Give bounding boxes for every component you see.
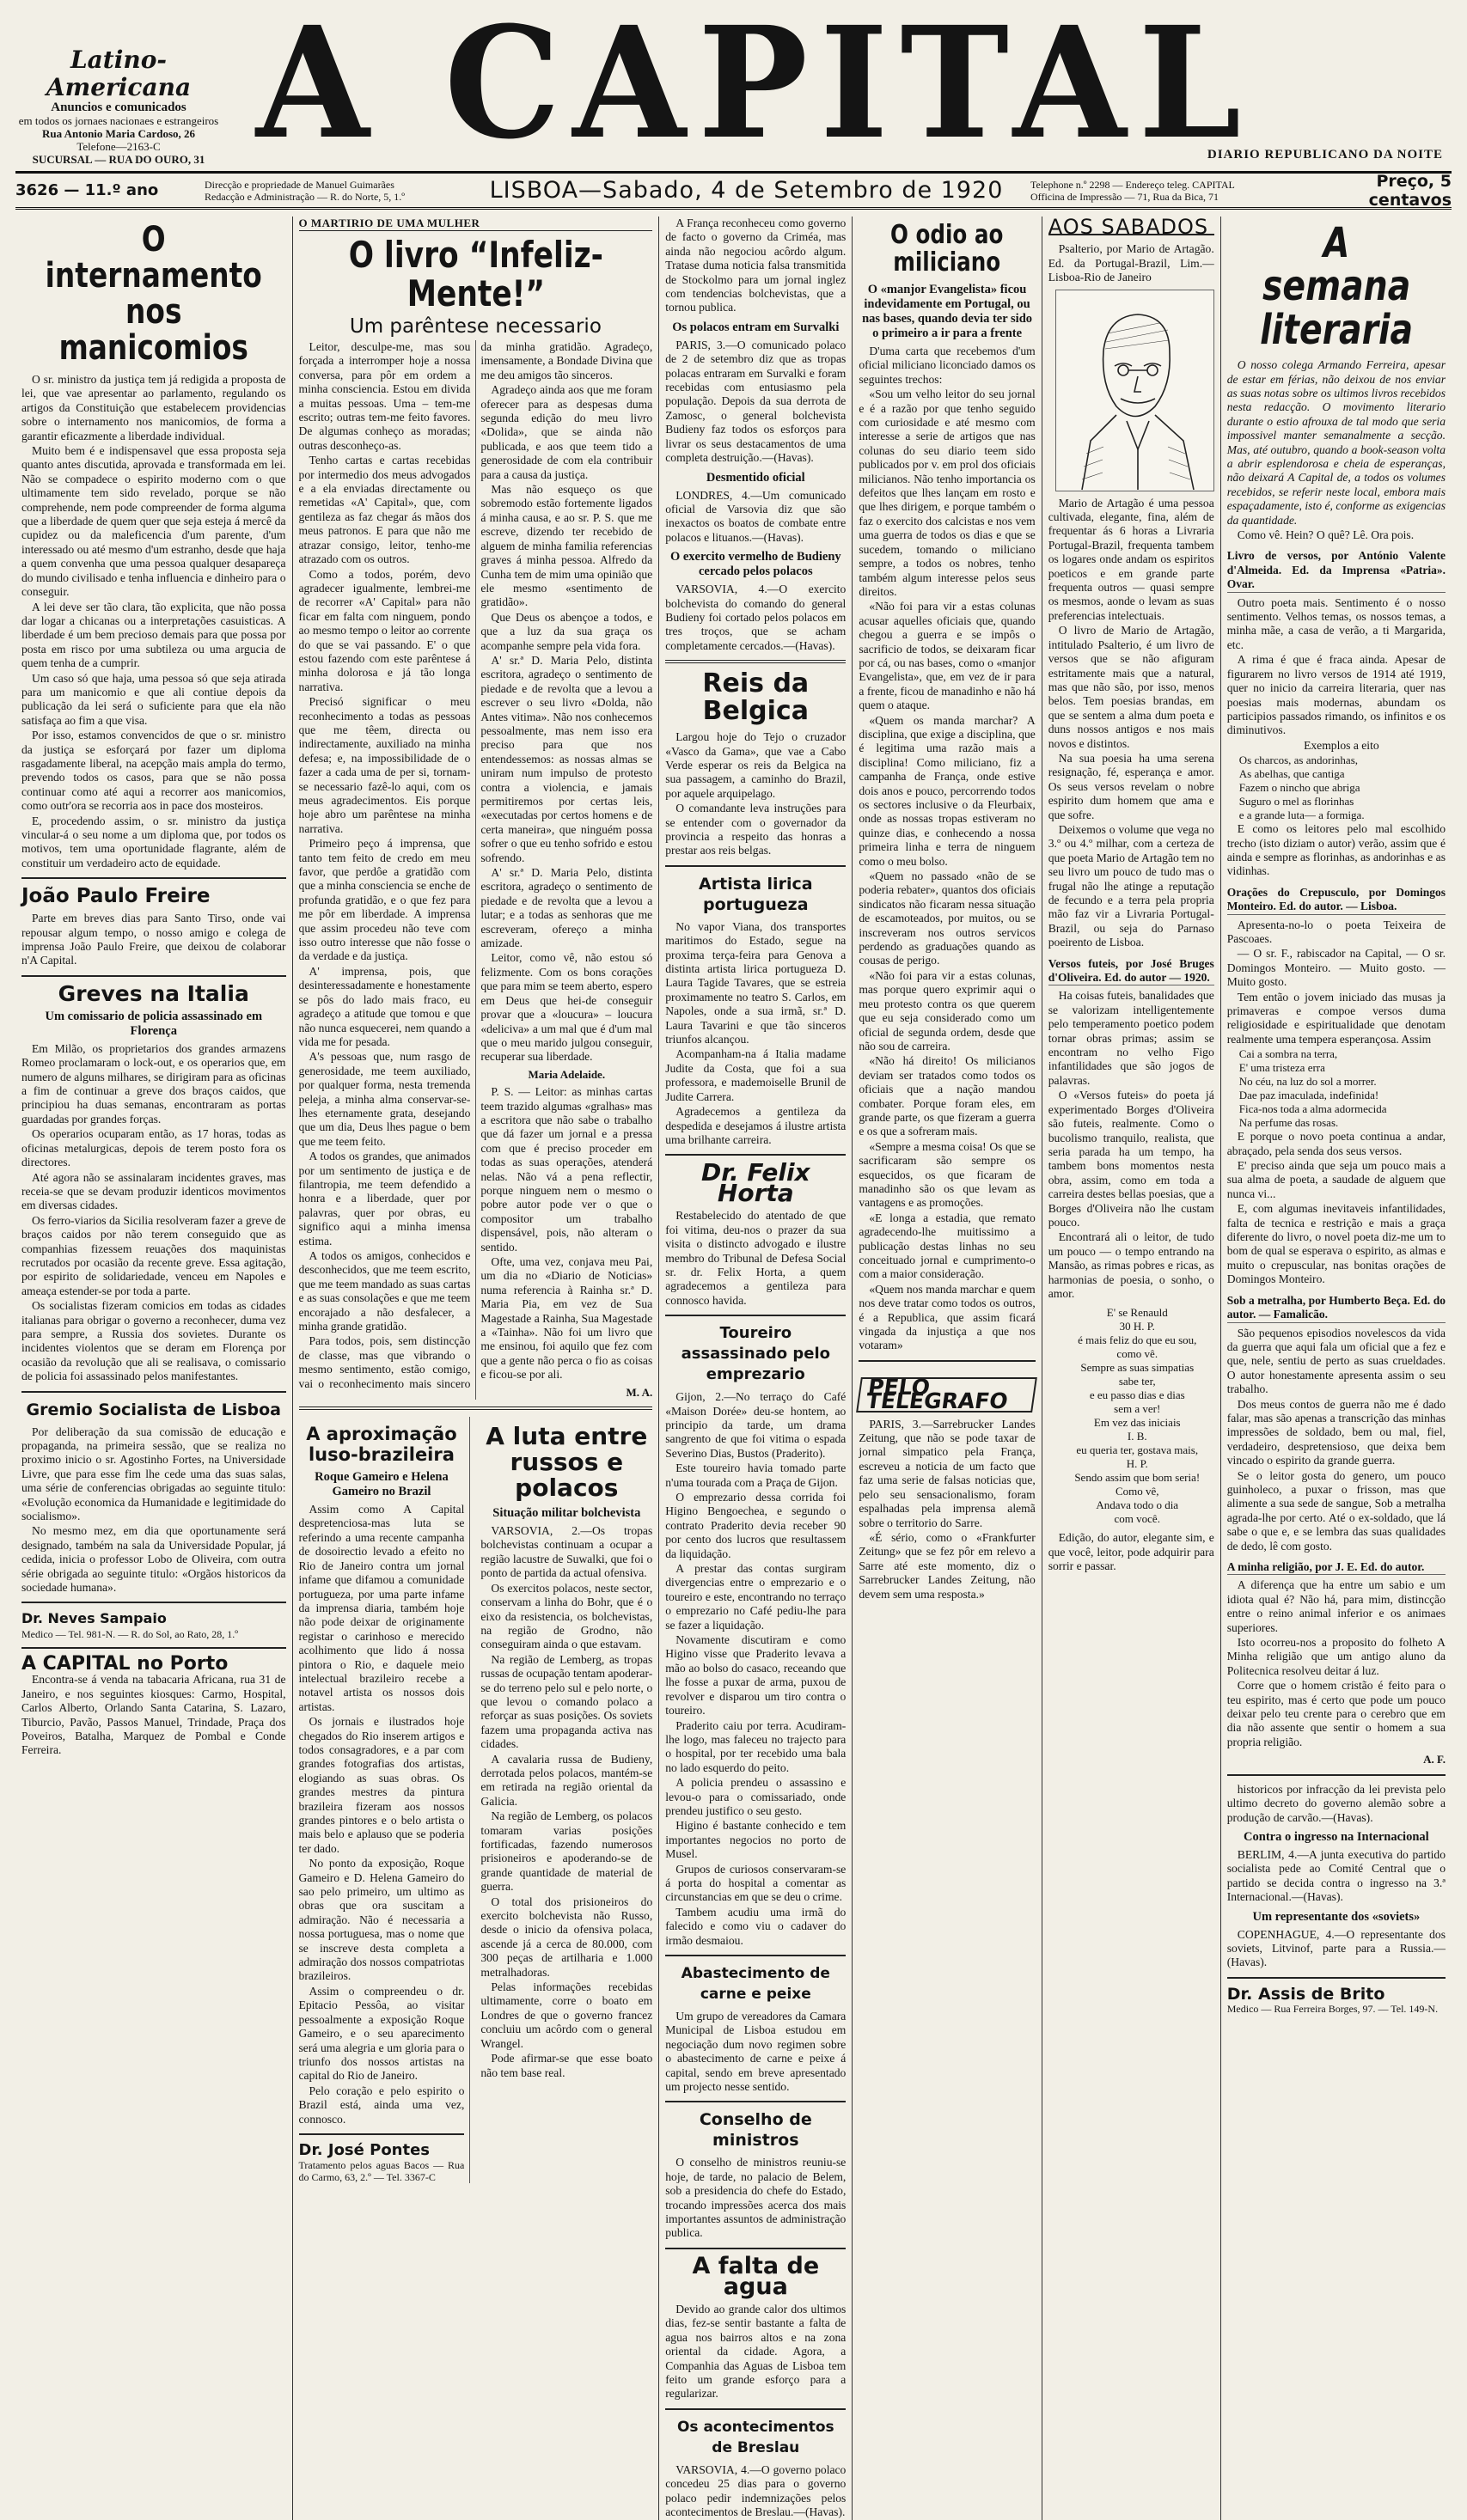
direction-line: Direcção e propriedade de Manuel Guimarães: [205, 178, 394, 191]
paragraph: A cavalaria russa de Budieny, derrotada pelos polacos, mantém-se em retirada na região oriental da Galicia.: [480, 1752, 653, 1808]
subheadline-budieny: O exercito vermelho de Budieny cercado pelos polacos: [669, 550, 841, 579]
aos-sabados-heading: AOS SABADOS: [1048, 220, 1214, 235]
paragraph: Primeiro peço á imprensa, que tanto tem feito de credo em meu favor, que perdôe a gratidão com que a minha consciencia se enche de profunda gratidão, e o que fez para me pôr em liberdade. A imprensa que assim procedeu não teve com isso outro interesse que não fosse o da verdade e da justiça.: [298, 837, 471, 963]
paragraph: «Sou um velho leitor do seu jornal e é a razão por que tenho seguido com curiosidade e até mesmo com interesse a serie de artigos que nas colunas do seu diario teem sido publicados por v. em prol dos oficiais milicianos. Não tenho importancia os defeitos que lhes lançam em rosto e que lhes dirigem, e porque também o faz o exercito dos calcistas e nos vem uma guerra de todos os dias e que se sucedem, tomando o miliciano sempre, a todos os nobres, tenho também algum interesse pelos seus direitos.: [859, 387, 1036, 598]
divider: [665, 1154, 846, 1156]
latino-sub2: em todos os jornaes nacionaes e estrangeiros: [18, 114, 219, 127]
subheadline-roque-gameiro: Roque Gameiro e Helena Gameiro no Brazil: [315, 1470, 449, 1499]
ad-capital-porto: A CAPITAL no Porto: [21, 1652, 229, 1675]
subheadline-situacao-militar: Situação militar bolchevista: [492, 1506, 641, 1521]
paragraph: E' preciso ainda que seja um pouco mais a sua alma de poeta, a saudade de alguem que nunca vi...: [1226, 1159, 1446, 1200]
paragraph: O emprezario dessa corrida foi Higino Bengoechea, e segundo o contrato Praderito devia receber 90 por cento dos lucros que resultassem da liquidação.: [665, 1491, 847, 1560]
paragraph: VARSOVIA, 2.—Os tropas bolchevistas continuam a ocupar a região lacustre de Suwalki, que foi o ponto de partida da actual ofensiva.: [480, 1524, 653, 1580]
poem-renauld: E' se Renauld 30 H. P. é mais feliz do que eu sou, como vê. Sempre as suas simpatias sabe ter, e eu passo dias e dias sem a ver! Em vez das iniciais I. B. eu queria ter, gostava mais, H. P. Sendo assim que bom seria! Como vê, Andava todo o dia com você.: [1074, 1306, 1201, 1526]
subheadline-desmentido: Desmentido oficial: [706, 470, 805, 485]
paragraph: Que Deus os abençoe a todos, e que a luz da sua graça os acompanhe sempre pela vida fora.: [480, 610, 653, 652]
paragraph: Largou hoje do Tejo o cruzador «Vasco da Gama», que vae a Cabo Verde esperar os reis da Belgica na sua passagem, a caminho do Brazil, por aquele arquipelago.: [665, 730, 847, 800]
headline-artista-lirica: Artista lirica portugueza: [699, 874, 813, 914]
paragraph: COPENHAGUE, 4.—O representante dos soviets, Litvinof, parte para a Russia.—(Havas).: [1226, 1927, 1446, 1969]
paragraph: Muito bem é e indispensavel que essa proposta seja quanto antes discutida, aprovada e transformada em lei. Não se compadece o espirito moderno com o que ultimamente tem sido revelado, porque se não comprehende, nem pode compreender de forma alguma que a liberdade de quem quer que seja esteja á mercê da cupidez ou da maleficencia d'um parente, d'um interessado ou até mesmo d'um estranho, desde que haja a quem convenha que uma pessoa qualquer desapareça do mundo civilisado e tenha influencia e dinheiro para o conseguir.: [21, 444, 286, 599]
paragraph: Pode afirmar-se que esse boato não tem base real.: [480, 2052, 653, 2079]
paragraph: Na sua poesia ha uma serena resignação, fé, esperança e amor. Os seus versos revelam o nobre espirito dum homem que ama e que sofre.: [1048, 751, 1214, 821]
paragraph: «Sempre a mesma coisa! Os que se sacrificaram são sempre os esquecidos, os que ficaram de manadinho são os que levam as vantagens e as promoções.: [859, 1139, 1036, 1210]
signature-maria-adelaide: Maria Adelaide.: [528, 1067, 606, 1081]
portrait-illustration: [1055, 290, 1214, 491]
paragraph: No mesmo mez, em dia que oportunamente será designado, também na sala da Universidade Popular, já cedida, inicia o professor Lobo de Oliveira, com outra série obrigada ao seguinte titulo: «Orgãos historicos da sociedade humana».: [21, 1524, 286, 1595]
divider: [21, 1602, 286, 1603]
subheadline-survalki: Os polacos entram em Survalki: [672, 320, 840, 334]
paragraph: VARSOVIA, 4.—O exercito bolchevista do comando do general Budieny foi cortado pelos polacos em tres troços, que se acham completamente cercados.—(Havas).: [665, 583, 847, 652]
book-title-minha-religiao: A minha religião, por J. E. Ed. do autor.: [1227, 1560, 1446, 1575]
paragraph: O «Versos futeis» do poeta já experimentado Borges d'Oliveira são futeis, realmente. Como o bucolismo tranquilo, realista, que seria parada ha um tempo, ha tambem bons momentos nesta obra, assim, como em toda a carreira destes bellas poesias, que a Borges d'Oliveira não lhe custam pouco.: [1048, 1089, 1214, 1229]
subheadline-comissario: Um comissario de policia assassinado em Florença: [45, 1009, 263, 1038]
paragraph: Isto ocorreu-nos a proposito do folheto A Minha religião que um antigo aluno da Politecnica resolveu deitar á luz.: [1226, 1636, 1446, 1677]
headline-reis-belgica: Reis da Belgica: [702, 668, 810, 727]
paragraph: Praderito caiu por terra. Acudiram-lhe logo, mas faleceu no trajecto para o hospital, por ter recebido uma bala no lado esquerdo do peito.: [665, 1718, 847, 1774]
paragraph: E porque o novo poeta continua a andar, abraçado, pela senda dos seus versos.: [1226, 1130, 1446, 1157]
paragraph: O comandante leva instruções para se entender com o governador da provincia a respeito das honras a prestar aos reis belgas.: [665, 802, 847, 857]
book-title-sob-metralha: Sob a metralha, por Humberto Beça. Ed. do autor. — Famalicão.: [1227, 1294, 1446, 1323]
paragraph: Na região de Lemberg, as tropas russas de ocupação tentam apoderar-se do terreno pelo sul e pelo norte, o que levou o comando polaco a reforçar as suas posições. Os soviets fazem uma propaganda activa nas cidades.: [480, 1652, 653, 1751]
redaction-line: Redacção e Administração — R. do Norte, 5, 1.º: [205, 190, 405, 203]
headline-joao-paulo-freire: João Paulo Freire: [21, 885, 211, 908]
ad-jose-pontes-details: Tratamento pelos aguas Bacos — Rua do Carmo, 63, 2.º — Tel. 3367-C: [298, 2159, 465, 2184]
divider: [1227, 1977, 1446, 1979]
newspaper-tagline: DIARIO REPUBLICANO DA NOITE: [1207, 148, 1443, 162]
paragraph: A's pessoas que, num rasgo de generosidade, me teem auxiliado, por qualquer forma, nesta tremenda peleja, a minha alma conservar-se-lhes eternamente grata, desejando que um dia, Deus lhes pague o bem que me teem feito.: [298, 1050, 471, 1148]
paragraph: Edição, do autor, elegante sim, e que você, leitor, pode adquirir para sorrir e passar.: [1048, 1531, 1214, 1573]
paragraph: A' sr.ª D. Maria Pelo, distinta escritora, agradeço o sentimento de piedade e de revolta que a levou a lutar; e a todas as senhoras que me escreveram, ofereço a minha amizade.: [480, 866, 653, 950]
paragraph: Os exercitos polacos, neste sector, conservam a linha do Bohr, que é o eixo da resistencia, os bolchevistas, na região de Grodno, não conseguiram ainda o que estavam.: [480, 1581, 653, 1651]
latino-title: Latino-Americana: [46, 46, 192, 101]
headline-livro-infeliz-mente: O livro “Infeliz-Mente!”: [348, 234, 603, 314]
signature-af: A. F.: [1423, 1753, 1446, 1766]
divider: [665, 2248, 846, 2249]
ad-assis-brito-details: Medico — Rua Ferreira Borges, 97. — Tel. 149-N.: [1226, 2003, 1439, 2016]
poem-sombra: Cai a sombra na terra, E' uma tristeza erra No céu, na luz do sol a morrer. Dae paz imaculada, indefinida! Fica-nos toda a alma adormecida Na perfume das rosas.: [1238, 1047, 1387, 1130]
divider: [1227, 1774, 1446, 1776]
paragraph: Os jornais e ilustrados hoje chegados do Rio inserem artigos e todos consagradores, e a par com grandes fotografias dos artistas, elogiando as suas obras. Os grandes mestres da pintura brazileira fizeram aos nossos grandes pintores e o belo artista o mais belo e aplauso que se poderia ter dado.: [298, 1715, 465, 1855]
paragraph: Leitor, desculpe-me, mas sou forçada a interromper hoje a nossa conversa, para pôr em ordem a minha consciencia. Estou em divida a muitas pessoas. Uma – tem-me escrito; outras tem-me feito favores. De algumas conheço as moradas; outras desconheço-as.: [298, 340, 471, 452]
paragraph: Em Milão, os proprietarios dos grandes armazens Romeo proclamaram o lock-out, e os operarios que, em numero de alguns milhares, se dirigiram para as oficinas a fim de continuar a greve dos braços caidos, que principiou ha duas semanas, encontraram as portas guardadas por grandes forças.: [21, 1041, 286, 1126]
paragraph: Higino é bastante conhecido e tem importantes negocios no porto de Musel.: [665, 1819, 847, 1861]
paragraph: Mas não esqueço os que sobremodo estão fortemente ligados á minha causa, e ao sr. P. S. que me escreve, dizendo ter recebido de alguem de minha familia referencias graves á minha pessoa. Alfredo da Cunha tem de mim uma opinião que ele mesmo «sentimento de gratidão».: [480, 483, 653, 609]
paragraph: A todos os amigos, conhecidos e desconhecidos, que me teem escrito, que me teem mandado as suas cartas e as suas consolações e que me teem encorajado a não desfalecer, a minha grande gratidão.: [298, 1249, 471, 1333]
paragraph: Agradeço ainda aos que me foram oferecer para as despesas duma segunda edição do meu livro «Dolida», que se ainda não publicada, e aos que teem tido a generosidade de com ela contribuir para a causa da justiça.: [480, 383, 653, 481]
paragraph: O total dos prisioneiros do exercito bolchevista não Russo, desde o inicio da ofensiva polaca, ascende já a cerca de 80.000, com 300 peças de artilharia e 1.000 metralhadoras.: [480, 1895, 653, 1979]
office-line: Officina de Impressão — 71, Rua da Bica, 71: [1030, 190, 1219, 203]
latino-address: Rua Antonio Maria Cardoso, 26: [41, 127, 196, 140]
paragraph: E, com algumas inevitaveis infantilidades, falta de tecnica e restrição e mais a graça diferente do livro, o novel poeta diz-me um to bom de qual se esperava o espirito, as almas e muito o crepuscular, nas bonitas orações de Domingos Monteiro.: [1226, 1202, 1446, 1286]
latino-sucursal: SUCURSAL — RUA DO OURO, 31: [32, 153, 205, 166]
telephone-line: Telephone n.º 2298 — Endereço teleg. CAPITAL: [1030, 178, 1235, 191]
paragraph: Encontrará ali o leitor, de tudo um pouco — o tempo entrando na Mansão, as rimas pobres e ricas, as harmonias de poesia, o sonho, o amor.: [1048, 1230, 1214, 1300]
headline-semana-literaria: A semana literaria: [1259, 219, 1413, 354]
telephone-info: [1030, 179, 1314, 203]
paragraph: Tem então o jovem iniciado das musas ja primaveras e compoe versos duma religiosidade e espiritualidade que denotam realmente uma tempera esperançosa. Assim: [1226, 990, 1446, 1046]
paragraph: Gijon, 2.—No terraço do Café «Maison Dorée» deu-se hontem, ao principio da tarde, um drama sangrento de que foi vitima o espada Severino Dias, Bustos (Praderito).: [665, 1390, 847, 1460]
paragraph: Apresenta-no-lo o poeta Teixeira de Pascoaes.: [1226, 918, 1446, 945]
paragraph: Leitor, como vê, não estou só felizmente. Com os bons corações que para mim se teem aberto, espero em Deus que hei-de conseguir provar que a «loucura» – loucura «deliciva» a um mal que é d'um mal que o meu marido julgou conseguir, recuperar sua liberdade.: [480, 951, 653, 1064]
poem-charcos: Os charcos, as andorinhas, As abelhas, que cantiga Fazem o nincho que abriga Suguro o mel as florinhas e a grande luta— a formiga.: [1238, 754, 1365, 822]
paragraph: A prestar das contas surgiram divergencias entre o emprezario e o toureiro e este, encontrando no terraço o emprezario no Café pediu-lhe para se fazer a liquidação.: [665, 1562, 847, 1632]
book-title-oracoes: Orações do Crepusculo, por Domingos Monteiro. Ed. do autor. — Lisboa.: [1227, 886, 1446, 915]
paragraph: «Quem os manda marchar? A disciplina, que exige a disciplina, que é legitima uma razão mais a disciplina! Como miliciano, fiz a campanha de França, onde estive dois anos e pouco, percorrendo todos os sectores inclusive o da Fleurbaix, onde as nossas tropas estiveram no quinze dias, e conhecendo a nossa primeira linha e terra de ninguem como o meu bolso.: [859, 713, 1036, 868]
paragraph: Assim o compreendeu o dr. Epitacio Pessôa, ao visitar pessoalmente a exposição Roque Gameiro, e o seu aparecimento será uma alegria e um gloria para o triunfo dos nossos artistas na capital do Rio de Janeiro.: [298, 1984, 465, 2083]
headline-aproximacao: A aproximação luso-brazileira: [306, 1424, 457, 1466]
paragraph: Ha coisas futeis, banalidades que se valorizam intelligentemente pelo temperamento poetico podem tornar obras primas; assim se encontram no velho Figo infantilidades que são jogos de palavras.: [1048, 989, 1214, 1087]
paragraph: Os operarios ocuparam então, as 17 horas, todas as oficinas metalurgicas, depois de terem posto fora os directores.: [21, 1127, 286, 1169]
columns: [15, 215, 1452, 2518]
divider: [21, 1647, 286, 1649]
subheadline-soviets: Um representante dos «soviets»: [1252, 1909, 1421, 1924]
divider: [21, 1391, 286, 1393]
paragraph: Como vê. Hein? O quê? Lê. Ora pois.: [1237, 528, 1415, 542]
paragraph: Para todos, pois, sem distincção de classe, mas que vibrando o mesmo sentimento, estão comigo, vai o reconhecimento mais sincero da minha gratidão. Agradeço, imensamente, a Bondade Divina que me deu amigos tão sinceros.: [298, 340, 653, 1390]
paragraph: «Não há direito! Os milicianos deviam ser tratados como todos os oficiais que a nação mandou combater. Porque foram eles, em grande parte, os que fizeram a guerra e os que a sofreram mais.: [859, 1054, 1036, 1138]
paragraph: A rima é que é fraca ainda. Apesar de figurarem no livro versos de 1914 até 1919, quer no inicio da carreira literaria, quer nas poesias mais modernas, abundam os participios passados rimando, os infinitos e os diminutivos.: [1226, 653, 1446, 737]
divider: [665, 1315, 846, 1316]
divider: [859, 1360, 1035, 1362]
paragraph: O conselho de ministros reuniu-se hoje, de tarde, no palacio de Belem, sob a presidencia do chefe do Estado, trocando impressões acerca dos mais importantes assuntos de administração publica.: [665, 2156, 847, 2240]
paragraph: D'uma carta que recebemos d'um oficial miliciano liconciado damos os seguintes trechos:: [859, 345, 1036, 386]
paragraph: A lei deve ser tão clara, tão explicita, que não possa dar logar a chicanas ou a interpretações casuisticas. A liberdade é um bem precioso demais para que possa por posta em risco por uma subtileza ou uma argucia de quem tenha de a cumprir.: [21, 600, 286, 670]
paragraph: Psalterio, por Mario de Artagão. Ed. da Portugal-Brazil, Lim.—Lisboa-Rio de Janeiro: [1048, 242, 1214, 284]
paragraph: Agradecemos a gentileza da despedida e desejamos á ilustre artista uma brilhante carreira.: [665, 1105, 847, 1146]
subheadline-manjor-evangelista: O «manjor Evangelista» ficou indevidamente em Portugal, ou nas bases, quando devia ter sido o primeiro a ir para a frente: [862, 283, 1033, 340]
paragraph: Parte em breves dias para Santo Tirso, onde vai repousar algum tempo, o nosso amigo e colega de imprensa João Paulo Freire, que deixou de colaborar n'A Capital.: [21, 912, 286, 967]
subheadline-internacional: Contra o ingresso na Internacional: [1244, 1829, 1429, 1844]
column-3: [659, 217, 853, 2520]
column-4: [853, 217, 1042, 2520]
signature-ma: M. A.: [626, 1385, 653, 1399]
paragraph: No ponto da exposição, Roque Gameiro e D. Helena Gameiro do sao pelo primeiro, um ultimo as obras que ora suscitam a admiração. Não é necessaria a nossa portuguesa, mas o nome que se inscreve desta completa a admiração dos nossos compatriotas brazileiros.: [298, 1857, 465, 1983]
ad-neves-sampaio-details: Medico — Tel. 981-N. — R. do Sol, ao Rato, 28, 1.º: [21, 1627, 238, 1640]
paragraph: PARIS, 3.—O comunicado polaco de 2 de setembro diz que as tropas polacas entraram em Survalki e foram recebidas com entusiasmo pela população. Depois da sua derrota de Zamosc, o general bolchevista Budieny faz todos os esforços para livrar os seus destacamentos de uma completa destruição.—(Havas).: [665, 338, 847, 465]
paragraph: No vapor Viana, dos transportes maritimos do Estado, segue na proxima terça-feira para Genova a distinta artista lirica portugueza D. Laura Tagide Tavares, que se estreia proximamente no teatro S. Carlos, em Napoles, onde a sua irmã, sr.ª D. Laura Tavarini e que tão sinceros triunfos alcançou.: [665, 919, 847, 1046]
paragraph: P. S. — Leitor: as minhas cartas teem trazido algumas «gralhas» mas a escritora que não sabe o trabalho que dá fazer um jornal e a pressa com que é preciso proceder em todas as suas operações, atenderá nelas. Não vá a pena reflectir, porque ninguem nem o mesmo o pobre autor pode ver o que o compositor um trabalho dispensável, pois, não alteram o sentido.: [480, 1085, 653, 1254]
subheadline-parentese: Um parêntese necessario: [349, 314, 602, 338]
headline-gremio-socialista: Gremio Socialista de Lisboa: [26, 1400, 282, 1419]
headline-conselho-ministros: Conselho de ministros: [699, 2110, 812, 2151]
paragraph: Como a todos, porém, devo agradecer igualmente, lembrei-me de recorrer «A' Capital» para não ficar em falta com ninguem, pondo ao mesmo tempo o leitor ao corrente do que se vai passando. E' o que estou fazendo com este parêntese á minha dolorosa e já tão longa narrativa.: [298, 567, 471, 693]
column-5: [1042, 217, 1221, 2520]
paragraph: historicos por infracção da lei prevista pelo ultimo decreto do governo alemão sobre a produção de carvão.—(Havas).: [1226, 1782, 1446, 1824]
headline-abastecimento: Abastecimento de carne e peixe: [681, 1965, 830, 2003]
paragraph: Tenho cartas e cartas recebidas por intermedio dos meus advogados e a ela enviadas directamente ou remetidas «A' Capital», que, com gentileza as faz chegar ás mãos dos meus patronos. E para que não me atrazar consigo, leitor, tenho-me atrazado com os outros.: [298, 454, 471, 566]
paragraph: Se o leitor gosta do genero, um pouco guinholeco, a puxar o frisson, mas que alimente a sua sede de sangue, Sob a metralha agrada-lhe por certo. Até o ex-soldado, que lá sabe o que e, e se lembra das suas qualidades de dedo, lê com gosto.: [1226, 1468, 1446, 1553]
paragraph: A todos os grandes, que animados por um sentimento de justiça e de filantropia, me teem defendido a honra e a liberdade, quer por palavras, quer por obras, eu significo aqui a minha imensa estima.: [298, 1150, 471, 1248]
paragraph: VARSOVIA, 4.—O governo polaco concedeu 25 dias para o governo polaco pedir indemnizações pelos acontecimentos de Breslau.—(Havas).: [665, 2462, 847, 2518]
paragraph: «Não foi para vir a estas colunas, mas porque quero exprimir aqui o meu protesto contra os que querem que eu seja considerado como um oficial de segunda ordem, desde que não sou de carreira.: [859, 968, 1036, 1053]
divider: [665, 660, 846, 663]
headline-felix-horta: Dr. Felix Horta: [700, 1158, 810, 1208]
paragraph: Pelo coração e pelo espirito o Brazil está, ainda uma vez, connosco.: [298, 2084, 465, 2126]
paragraph: LONDRES, 4.—Um comunicado oficial de Varsovia diz que são inexactos os boatos de combate entre polacos e lituanos.—(Havas).: [665, 488, 847, 544]
paragraph: Este toureiro havia tomado parte n'uma tourada com a Praça de Gijon.: [665, 1461, 847, 1489]
column-6: [1221, 217, 1452, 2520]
divider: [665, 2101, 846, 2102]
paragraph: Dos meus contos de guerra não me é dado falar, mas são apenas a transcrição das minhas impressões de soldado, bem ou mal, fiel, verdadeiro, despretensioso, que deixa bem vincado o espirito da grande guerra.: [1226, 1397, 1446, 1467]
divider: [21, 975, 286, 977]
issue-number: 3626 — 11.º ano: [15, 181, 159, 199]
kicker-martirio: O MARTIRIO DE UMA MULHER: [299, 217, 653, 231]
paragraph: Novamente discutiram e como Higino visse que Praderito levava a mão ao bolso do casaco, receando que lhe fosse a puxar de arma, puxou de revolver e disparou um tiro contra o toureiro.: [665, 1633, 847, 1718]
lower-split: [299, 1417, 653, 2183]
article-aproximacao: [299, 1417, 471, 2183]
divider: [21, 877, 286, 879]
paragraph: Tambem acudiu uma irmã do falecido e como viu o cadaver do irmão desmaiou.: [665, 1905, 847, 1947]
divider: [299, 1406, 653, 1410]
paragraph: Exemplos a eito: [1304, 738, 1379, 752]
newspaper-title: A CAPITAL: [255, 0, 1254, 174]
paragraph: Os socialistas fizeram comicios em todas as cidades italianas para obrigar o governo a reconhecer, duma vez para sempre, a Russia dos sovietes. Durante os incidentes violentos que se deram em Florença por ocasião da revolução que ali se realisava, o comissario de policia foi assassinado pelos manifestantes.: [21, 1299, 286, 1383]
headline-luta-russos-polacos: A luta entre russos e polacos: [486, 1422, 648, 1503]
paragraph: E, procedendo assim, o sr. ministro da justiça vincular-á o seu nome a um diploma que, por todos os motivos, tem uma oportunidade flagrante, além de constituir um verdadeiro acto de equidade.: [21, 814, 286, 869]
divider: [665, 865, 846, 867]
poet-portrait-icon: [1056, 290, 1213, 491]
paragraph: — O sr. F., rabiscador na Capital, — O sr. Domingos Monteiro. — Muito gosto. — Muito gosto.: [1226, 947, 1446, 989]
paragraph: Corre que o homem cristão é feito para o teu espirito, mas é certo que pode um pouco deixar pelo teu crente para o cerebro que em dia não assente que sentir o homem a sua propria religião.: [1226, 1679, 1446, 1748]
paragraph: A' sr.ª D. Maria Pelo, distinta escritora, agradeço o sentimento de piedade e de revolta que a levou a escrever o seu livro «Dolda, não Antes vitima». Não nos conhecemos pessoalmente, mas nem isso era preciso para que nos entendessemos: as nossas almas se uniram num impulso de protesto contra a violencia, e jamais permitiremos por certas leis, «executadas por certos homens e de certa maneira», que ninguém possa sofrer o que eu tenho sofrido e estou sofrendo.: [480, 653, 653, 864]
paragraph: PARIS, 3.—Sarrebrucker Landes Zeitung, que não se pode taxar de jornal simpatico pela França, escreveu a noticia de um facto que faz uma serie de falsas noticias que, pelo seu sensacionalismo, foram espalhadas pela imprensa alemã sobre o territorio do Sarre.: [859, 1417, 1036, 1529]
latino-telephone: Telefone—2163-C: [76, 140, 161, 153]
headline-breslau: Os acontecimentos de Breslau: [676, 2418, 834, 2456]
paragraph-intro: O nosso colega Armando Ferreira, apesar de estar em férias, não deixou de nos enviar as suas notas sobre os ultimos livros recebidos nesta redacção. O movimento literario durante o estio afrouxa de tal modo que seria impossivel manter semanalmente a secção. Mas, até outubro, quando a book-season volta a abrir esplendorosa e cheia de esperanças, não deixará A Capital de, a todos os volumes recebidos, se referir neste local, embora mais espaçadamente, isto é, conforme as exigencias da quantidade.: [1226, 358, 1446, 527]
paragraph: O sr. ministro da justiça tem já redigida a proposta de lei, que vae apresentar ao parlamento, regulando os artigos da Constituição que estabelecem providencias sobre o internamento nos manicomios, de forma a garantir eficazmente a liberdade individual.: [21, 373, 286, 442]
paragraph: Assim como A Capital despretenciosa-mas luta se referindo a uma recente campanha de dosoirectio levado a efeito no Rio de Janeiro contra um jornal infame que difamou a comunidade portugueza, por uma parte infame da imprensa diaria, também hoje não pode deixar de originamente registar o carinhoso e merecido acolhimento que lido á nossa pintora o Rio, e daquele meio intelectual brazileiro recebe a notavel artista os nossos dois artistas.: [298, 1503, 465, 1713]
paragraph: Precisó significar o meu reconhecimento a todas as pessoas que me têem, directa ou indirectamente, auxiliado na minha defesa; e, na impossibilidade de o fazer a cada uma de per si, tornam-se necessario fazê-lo aqui, com os meus agradecimentos. Eis porque hoje abro um parêntese na minha narrativa.: [298, 695, 471, 835]
issue-date: LISBOA—Sabado, 4 de Setembro de 1920: [489, 177, 1004, 204]
paragraph: BERLIM, 4.—A junta executiva do partido socialista pede ao Comité Central que o partido se decida contra o ingresso na 3.ª Internacional.—(Havas).: [1226, 1847, 1446, 1904]
headline-toureiro: Toureiro assassinado pelo emprezario: [681, 1324, 831, 1384]
info-bar: [15, 171, 1452, 210]
paragraph: Por deliberação da sua comissão de educação e propaganda, na primeira sessão, que se realiza no proximo inicio o sr. Agostinho Fortes, na Universidade Livre, que para esse fim lhe cede uma das suas salas, uma série de conferencias obrigadas ao seguinte titulo: «Evolução economica da Humanidade e legitimidade do socialismo».: [21, 1425, 286, 1523]
article-luta-russos: [480, 1417, 652, 2183]
paragraph: Encontra-se á venda na tabacaria Africana, rua 31 de Janeiro, e nos seguintes kiosques: Carmo, Hospital, Carlos Alberto, Orlando Santa Catarina, S. Lazaro, Tiburcio, Pavão, Passos Manuel, Trindade, Praça dos Poveiros, Batalha, Marquez de Pombal e Conde Ferreira.: [21, 1673, 286, 1757]
paragraph: Pelas informações recebidas ultimamente, corre o boato em Londres de que o governo francez concluiu um acôrdo com o general Wrangel.: [480, 1980, 653, 2050]
divider: [665, 1955, 846, 1956]
paragraph: Na região de Lemberg, os polacos tomaram varias posições fortificadas, fazendo numerosos prisioneiros e apoderando-se de grande quantidade de material de guerra.: [480, 1809, 653, 1894]
masthead: [15, 0, 1452, 174]
paragraph: Até agora não se assinalaram incidentes graves, mas receia-se que se devam produzir identicos movimentos em diversas cidades.: [21, 1170, 286, 1212]
price: Preço, 5 centavos: [1368, 171, 1452, 210]
paragraph: Um grupo de vereadores da Camara Municipal de Lisboa estudou em negociação dum novo regimen sobre o abastecimento de carne e peixe á capital, sendo em breve apresentado um projecto nesse sentido.: [665, 2010, 847, 2094]
pelo-telegrafo-heading: PELO TELEGRAFO: [856, 1377, 1037, 1413]
paragraph: A França reconheceu como governo de facto o governo da Criméa, mas ainda não negociou acôrdo algum. Tratase duma noticia falsa transmitida de Stockolmo para um jornal inglez com tendencias bolchevistas, que a tornou publica.: [665, 217, 847, 314]
book-title-livro-versos: Livro de versos, por António Valente d'Almeida. Ed. da Imprensa «Patria». Ovar.: [1227, 549, 1446, 592]
divider: [299, 2133, 465, 2135]
paragraph: «Quem nos manda marchar e quem nos deve tratar como todos os outros, é a Republica, que assim ficará vingada da injustiça a que nos votaram»: [859, 1282, 1036, 1352]
divider: [665, 2408, 846, 2410]
latino-americana-box: [15, 46, 222, 166]
paragraph: «Não foi para vir a estas colunas acusar aquelles oficiais que, quando chegou a guerra e se impôs o sacrificio de todos, se deixaram ficar por cá, ou nas bases, como o «manjor Evangelista», que, em vez de ir para a frente, ficou de manadinho e não há quem o ataque.: [859, 600, 1036, 712]
paragraph: «E longa a estadia, que remato agradecendo-lhe muitissimo a publicação destas linhas no seu conceituado jornal e cumprimento-o com a maior consideração.: [859, 1211, 1036, 1281]
paragraph: Por isso, estamos convencidos de que o sr. ministro da justiça se esforçará por fazer um diploma rasgadamente liberal, na acepção mais ampla do termo, prevendo todos os casos, para que se não possa continuar como até aqui a recorrer aos manicomios, como outr'ora se recorria aos in pace dos mosteiros.: [21, 729, 286, 813]
paragraph: Deixemos o volume que vega no 3.º ou 4.º milhar, com a certeza de que poeta Mario de Artagão tem no seu livro um pouco de tudo mas o frugal não lhe atinge a reputação de fecundo e a terra pela propria mão faz vir a Livraria Portugal-Brazil, ou seja do Parnaso poeirento de Lisboa.: [1048, 822, 1214, 949]
ad-jose-pontes: Dr. José Pontes: [298, 2140, 431, 2159]
paragraph: «É sério, como o «Frankfurter Zeitung» que se fez pôr em relevo a Sarre até este momento, diz o Sarrebrucker Landes Zeitung, não devem sem uma resposta.»: [859, 1530, 1036, 1601]
paragraph: Um caso só que haja, uma pessoa só que seja atirada para um manicomio e que ali contiue depois da publicação da lei será o suficiente para que ela não satisfaça ao fim a que visa.: [21, 671, 286, 727]
paragraph: A' imprensa, pois, que desinteressadamente e honestamente se pôs do lado mais fraco, eu agradeço a atitude que tomou e que não nunca esquecerei, nem quando a vida me for pesada.: [298, 964, 471, 1048]
latino-sub1: Anuncios e comunicados: [51, 101, 186, 114]
headline-greves-italia: Greves na Italia: [58, 980, 249, 1006]
paragraph: Ofte, uma vez, conjava meu Pai, um dia no «Diario de Noticias» numa referencia à Rainha sr.ª D. Maria Pia, em vez de Sua Magestade a Rainha, Sua Magestade a «Tainha». Não foi um livro que me ensinou, foi aquilo que fez com que a gente não perca o fio as coisas e ficou-se por ali.: [480, 1255, 653, 1382]
paragraph: «Quem no passado «não de se poderia rebater», quantos dos oficiais sindicatos não ficaram nessa situação de escamoteados, por muitos, ou se inscreveram nos outros servicos perdendo as graduações quando as cousas de perigo.: [859, 869, 1036, 967]
paragraph: O livro de Mario de Artagão, intitulado Psalterio, é um livro de versos que se não afiguram estritamente mais que a natural, mas que não são, por isso, menos belos. Tem poesias brandas, em que se sentem a alma dum poeta e duns nossos antigos e nos mais novos e distintos.: [1048, 624, 1214, 750]
book-title-versos-futeis: Versos futeis, por José Bruges d'Oliveira. Ed. do autor — 1920.: [1048, 957, 1214, 986]
paragraph: Acompanham-na á Italia madame Judite da Costa, que foi a sua professora, e mademoiselle Brunil de Judite Carrera.: [665, 1047, 847, 1103]
headline-falta-agua: A falta de agua: [692, 2252, 820, 2300]
paragraph: Devido ao grande calor dos ultimos dias, fez-se sentir bastante a falta de agua nos bairros altos e na zona oriental da cidade. Agora, a Companhia das Aguas de Lisboa tem feito um grande esforço para a regularizar.: [665, 2302, 847, 2401]
direction-info: [205, 179, 462, 203]
ad-neves-sampaio: Dr. Neves Sampaio: [21, 1610, 167, 1627]
column-2: [293, 217, 660, 2520]
paragraph: A policia prendeu o assassino e levou-o para o comissariado, onde prendeu justifico o seu gesto.: [665, 1776, 847, 1817]
paragraph: Restabelecido do atentado de que foi vitima, deu-nos o prazer da sua visita o distincto advogado e ilustre membro do Tribunal de Defesa Social sr. dr. Felix Horta, a quem agradecemos a gentileza para connosco havida.: [665, 1209, 847, 1307]
headline-internamento: O internamento nos manicomios: [45, 220, 262, 368]
paragraph: Os ferro-viarios da Sicilia resolveram fazer a greve de braços caidos por não terem conseguido que as companhias fizessem reuações dos maquinistas recrutados por ocasião da recente greve. Essa agitação, por espirito de solidariedade, venceu em Napoles e ameaça estender-se por toda a parte.: [21, 1213, 286, 1297]
paragraph: Mario de Artagão é uma pessoa cultivada, elegante, fina, além de frequentar ás 6 horas a Livraria Portugal-Brazil, frequenta tambem os logares onde andam os espiritos poeticos e em grande parte frequenta outros — quasi sempre os mesmos, aonde o levam as suas preferencias intelectuais.: [1048, 496, 1214, 622]
ad-assis-brito: Dr. Assis de Brito: [1226, 1984, 1385, 2004]
headline-odio-miliciano: O odio ao miliciano: [890, 220, 1004, 278]
paragraph: E como os leitores pelo mal escolhido trecho (isto diziam o autor) verão, assim que é ainda e sempre as florinhas, as andorinhas e as vidinhas.: [1226, 822, 1446, 878]
article-martirio: [299, 340, 653, 1400]
paragraph: Outro poeta mais. Sentimento é o nosso sentimento. Velhos temas, os nossos temas, a minha mãe, a casa de verão, a ti Margarida, etc.: [1226, 595, 1446, 651]
column-1: [15, 217, 293, 2520]
paragraph: Grupos de curiosos conservaram-se á porta do hospital a comentar as circunstancias em que se deu o crime.: [665, 1862, 847, 1904]
paragraph: São pequenos episodios novelescos da vida da guerra que aqui fala um oficial que a fez e que, nele, sentiu de perto as suas crueldades. O autor honestamente apresenta assim o seu trabalho.: [1226, 1326, 1446, 1396]
paragraph: A diferença que ha entre um sabio e um idiota qual é? Não há, para mim, distincção entre o reino animal inferior e os animaes superiores.: [1226, 1578, 1446, 1634]
